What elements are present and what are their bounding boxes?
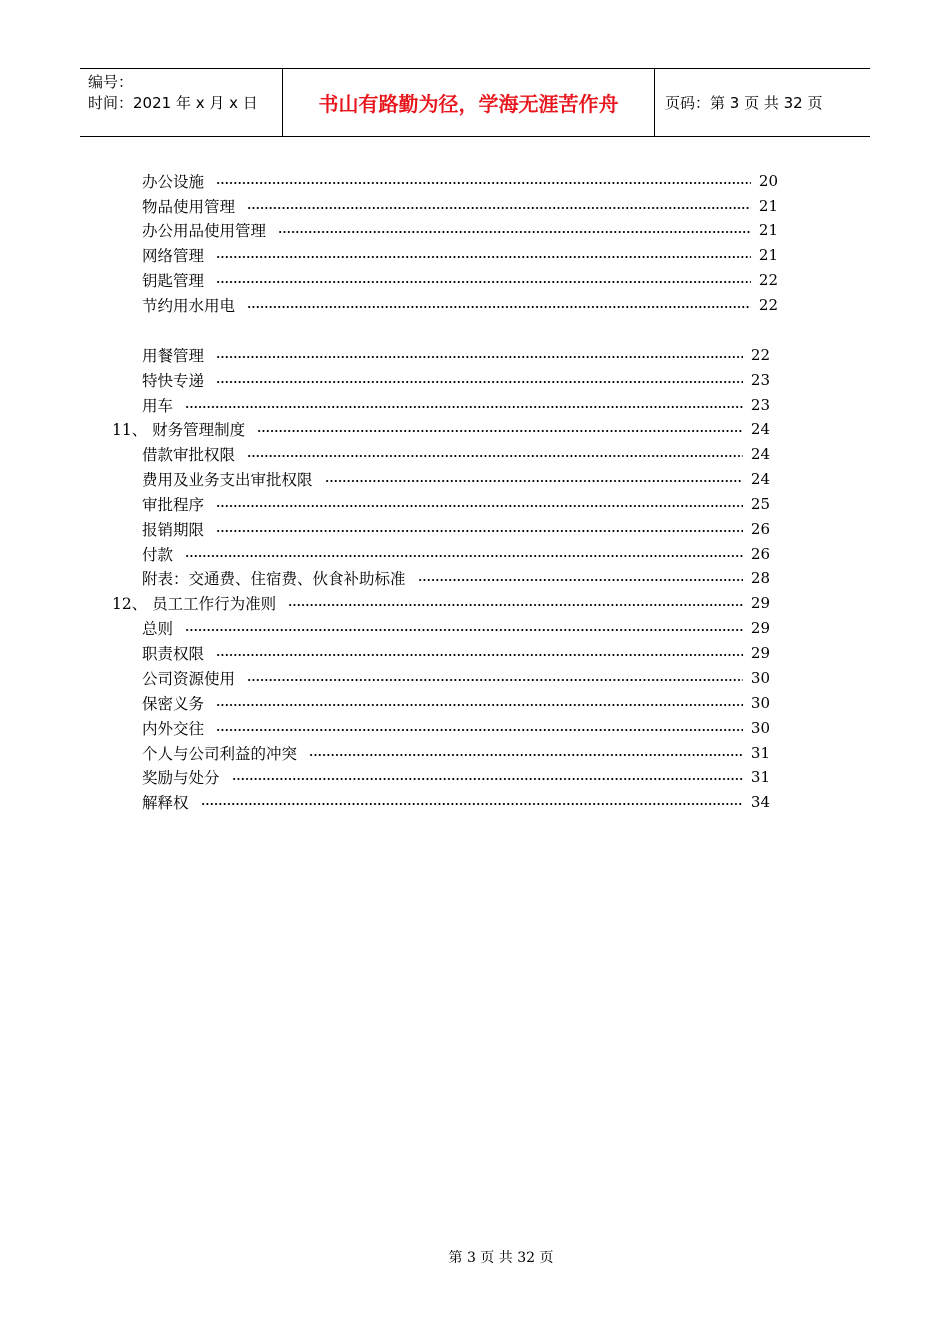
toc-entry[interactable]	[142, 717, 770, 739]
toc-dot-leader	[216, 182, 751, 184]
toc-dot-leader	[257, 430, 743, 432]
toc-entry-page-number: 24	[750, 445, 770, 463]
toc-dot-leader	[216, 704, 743, 706]
toc-entry-page-number: 24	[750, 420, 770, 438]
toc-entry-title: 物品使用管理	[142, 198, 236, 216]
toc-entry[interactable]	[142, 170, 778, 192]
toc-entry-page-number: 34	[750, 793, 770, 811]
toc-entry[interactable]	[142, 766, 770, 788]
toc-entry-page-number: 22	[758, 271, 778, 289]
toc-entry-title: 特快专递	[142, 372, 205, 390]
toc-entry[interactable]	[142, 617, 770, 639]
toc-entry-page-number: 31	[750, 768, 770, 786]
toc-dot-leader	[325, 480, 743, 482]
toc-entry-title: 报销期限	[142, 521, 205, 539]
toc-dot-leader	[216, 654, 743, 656]
toc-entry-page-number: 31	[750, 744, 770, 762]
toc-dot-leader	[288, 604, 743, 606]
toc-entry-title: 用餐管理	[142, 347, 205, 365]
toc-entry[interactable]	[142, 394, 770, 416]
toc-entry-title: 审批程序	[142, 496, 205, 514]
toc-entry[interactable]	[142, 369, 770, 391]
toc-entry[interactable]	[142, 195, 778, 217]
toc-dot-leader	[216, 256, 751, 258]
toc-entry[interactable]	[142, 567, 770, 589]
toc-dot-leader	[418, 579, 743, 581]
toc-entry-title: 借款审批权限	[142, 446, 236, 464]
header-info-cell	[80, 69, 282, 136]
toc-entry-page-number: 23	[750, 371, 770, 389]
toc-dot-leader	[309, 754, 743, 756]
toc-entry-page-number: 21	[758, 221, 778, 239]
document-number-label: 编号：	[88, 73, 134, 91]
toc-entry-title: 保密义务	[142, 695, 205, 713]
toc-entry-page-number: 25	[750, 495, 770, 513]
toc-dot-leader	[247, 455, 743, 457]
toc-entry-title: 11、 财务管理制度	[112, 421, 246, 439]
toc-entry[interactable]	[142, 543, 770, 565]
toc-entry-page-number: 30	[750, 694, 770, 712]
toc-entry[interactable]	[142, 219, 778, 241]
toc-entry-page-number: 26	[750, 545, 770, 563]
toc-entry[interactable]	[142, 518, 770, 540]
toc-entry-title: 附表：交通费、住宿费、伙食补助标准	[142, 570, 406, 588]
toc-dot-leader	[216, 281, 751, 283]
toc-dot-leader	[247, 207, 751, 209]
toc-entry[interactable]	[142, 692, 770, 714]
toc-entry[interactable]	[142, 667, 770, 689]
toc-entry-page-number: 24	[750, 470, 770, 488]
toc-entry-page-number: 21	[758, 197, 778, 215]
toc-entry-title: 节约用水用电	[142, 297, 236, 315]
toc-dot-leader	[216, 356, 743, 358]
toc-entry-page-number: 26	[750, 520, 770, 538]
toc-entry[interactable]	[142, 443, 770, 465]
toc-entry[interactable]	[142, 344, 770, 366]
toc-entry-page-number: 29	[750, 619, 770, 637]
toc-entry-title: 奖励与处分	[142, 769, 220, 787]
page-footer: 第 3 页 共 32 页	[448, 1250, 554, 1266]
toc-entry-title: 网络管理	[142, 247, 205, 265]
toc-entry-title: 办公设施	[142, 173, 205, 191]
toc-dot-leader	[216, 505, 743, 507]
toc-dot-leader	[185, 406, 743, 408]
toc-entry-page-number: 29	[750, 594, 770, 612]
toc-dot-leader	[201, 803, 743, 805]
toc-entry[interactable]	[142, 294, 778, 316]
toc-dot-leader	[216, 530, 743, 532]
toc-entry-title: 职责权限	[142, 645, 205, 663]
toc-entry-page-number: 28	[750, 569, 770, 587]
toc-entry-title: 费用及业务支出审批权限	[142, 471, 313, 489]
toc-dot-leader	[278, 231, 751, 233]
toc-entry-title: 12、 员工工作行为准则	[112, 595, 277, 613]
toc-entry-title: 解释权	[142, 794, 189, 812]
toc-entry[interactable]	[112, 592, 770, 614]
toc-entry-title: 用车	[142, 397, 174, 415]
toc-entry[interactable]	[142, 468, 770, 490]
toc-entry-title: 付款	[142, 546, 174, 564]
toc-dot-leader	[247, 679, 743, 681]
toc-entry-title: 总则	[142, 620, 174, 638]
toc-dot-leader	[232, 778, 743, 780]
toc-dot-leader	[216, 381, 743, 383]
toc-entry[interactable]	[142, 642, 770, 664]
toc-entry[interactable]	[112, 418, 770, 440]
header-page-label: 页码：第 3 页 共 32 页	[665, 94, 823, 112]
toc-entry-title: 个人与公司利益的冲突	[142, 745, 298, 763]
toc-entry-title: 办公用品使用管理	[142, 222, 267, 240]
toc-entry[interactable]	[142, 742, 770, 764]
toc-dot-leader	[247, 306, 751, 308]
toc-entry-page-number: 20	[758, 172, 778, 190]
toc-entry-title: 内外交往	[142, 720, 205, 738]
toc-entry[interactable]	[142, 493, 770, 515]
toc-entry-page-number: 30	[750, 719, 770, 737]
toc-dot-leader	[216, 729, 743, 731]
toc-dot-leader	[185, 629, 743, 631]
page-header	[80, 68, 870, 137]
toc-entry-page-number: 23	[750, 396, 770, 414]
toc-entry[interactable]	[142, 269, 778, 291]
toc-entry-page-number: 21	[758, 246, 778, 264]
toc-entry[interactable]	[142, 244, 778, 266]
toc-entry-page-number: 30	[750, 669, 770, 687]
document-date-label: 时间：2021 年 x 月 x 日	[88, 94, 258, 112]
toc-dot-leader	[185, 555, 743, 557]
toc-entry-title: 公司资源使用	[142, 670, 236, 688]
toc-entry-title: 钥匙管理	[142, 272, 205, 290]
toc-entry-page-number: 29	[750, 644, 770, 662]
toc-entry[interactable]	[142, 791, 770, 813]
header-motto: 书山有路勤为径，学海无涯苦作舟	[282, 69, 655, 136]
toc-entry-page-number: 22	[750, 346, 770, 364]
toc-entry-page-number: 22	[758, 296, 778, 314]
